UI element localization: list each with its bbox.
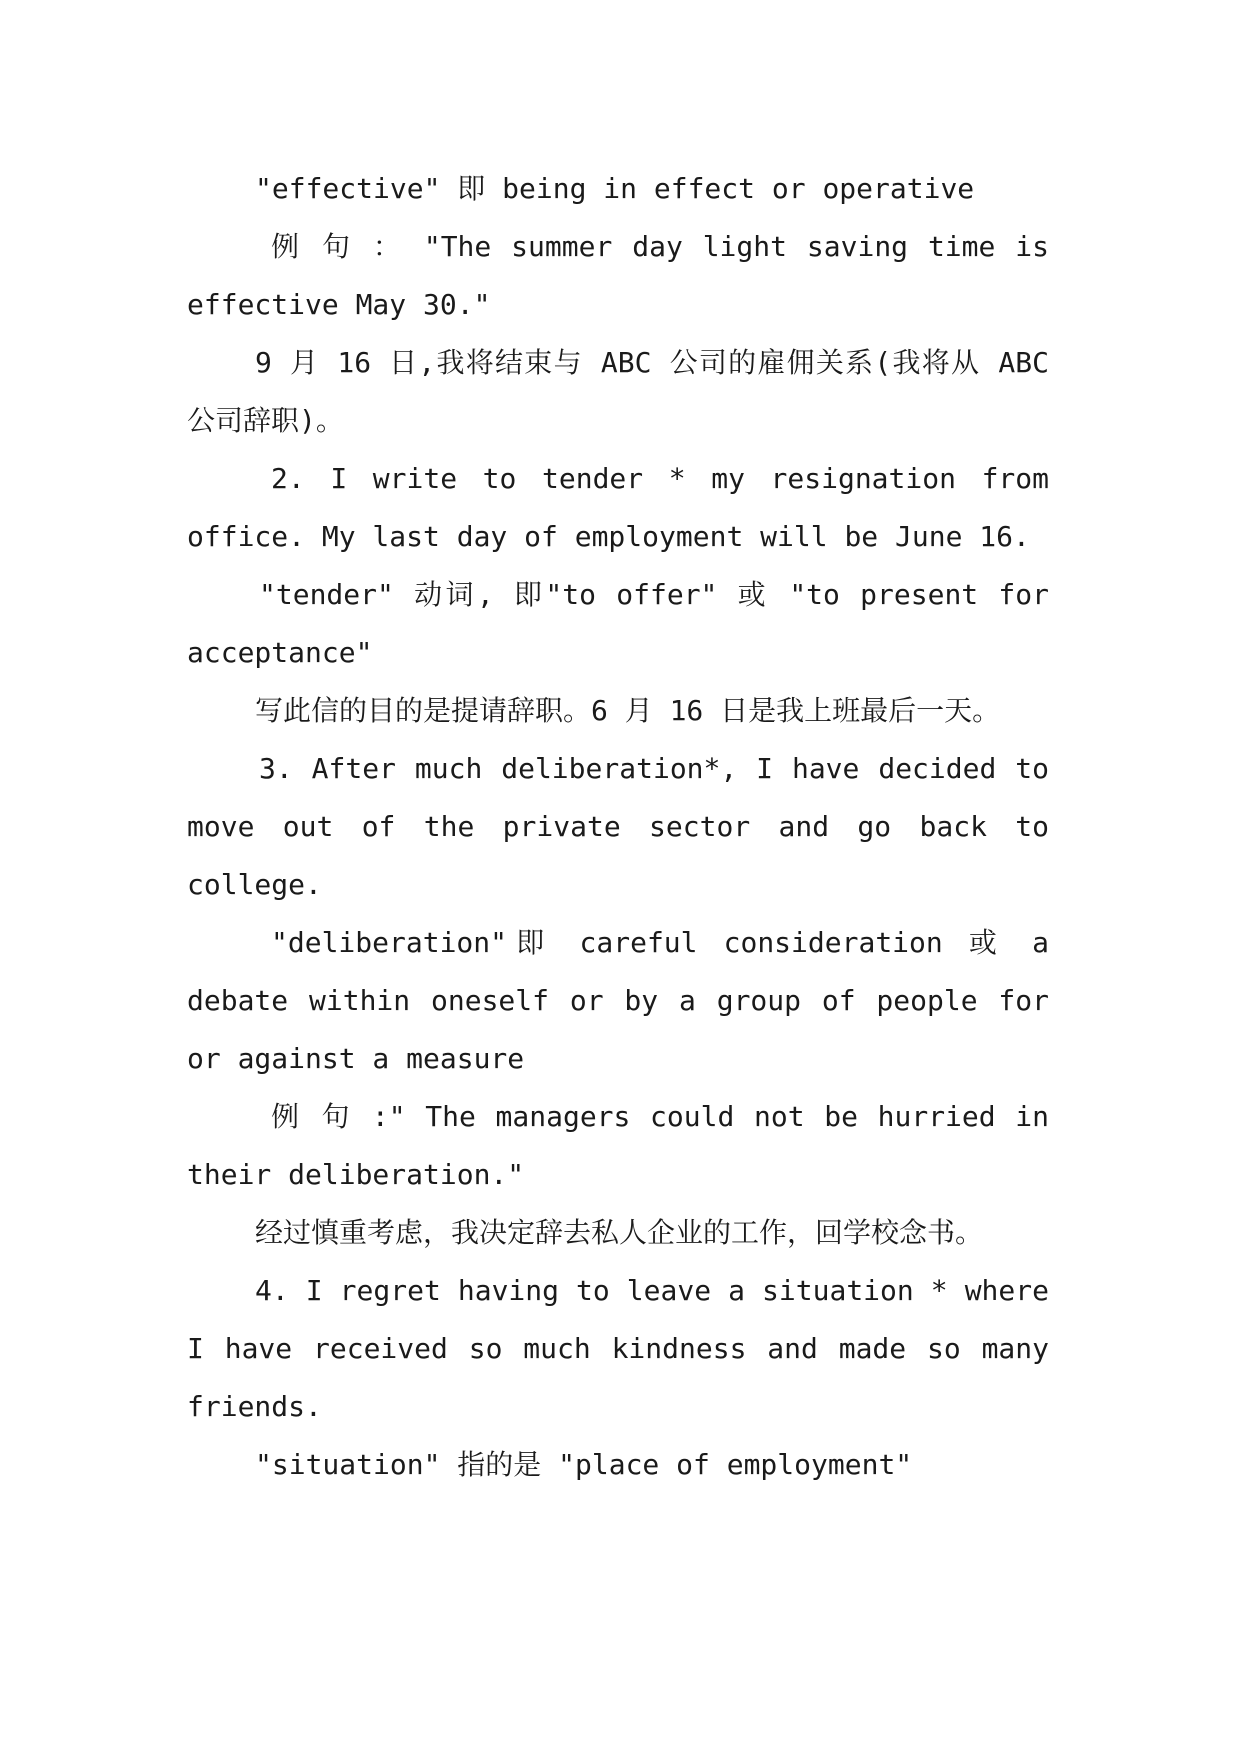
paragraph-sentence-2: 2. I write to tender * my resignation from office. My last day of employment will be June 16. <box>187 462 1049 553</box>
paragraph-chinese-translation-1: 9 月 16 日,我将结束与 ABC 公司的雇佣关系(我将从 ABC 公司辞职)。 <box>187 346 1049 437</box>
paragraph-sentence-4: 4. I regret having to leave a situation * where I have received so much kindness and made so many friends. <box>187 1274 1049 1423</box>
paragraph-chinese-translation-2: 写此信的目的是提请辞职。6 月 16 日是我上班最后一天。 <box>255 694 1001 727</box>
paragraph-chinese-translation-3: 经过慎重考虑，我决定辞去私人企业的工作，回学校念书。 <box>255 1216 984 1249</box>
document-body <box>187 160 1049 1494</box>
paragraph-deliberation-definition: "deliberation"即 careful consideration 或 a debate within oneself or by a group of people for or against a measure <box>187 926 1049 1075</box>
paragraph-effective-definition: "effective" 即 being in effect or operative <box>255 172 975 205</box>
paragraph-effective-example: 例 句 ： "The summer day light saving time is effective May 30." <box>187 230 1049 321</box>
paragraph-deliberation-example: 例 句 :" The managers could not be hurried in their deliberation." <box>187 1100 1049 1191</box>
paragraph-situation-definition: "situation" 指的是 "place of employment" <box>255 1448 913 1481</box>
paragraph-sentence-3: 3. After much deliberation*, I have decided to move out of the private sector and go back to college. <box>187 752 1049 901</box>
paragraph-tender-definition: "tender" 动词, 即"to offer" 或 "to present for acceptance" <box>187 578 1049 669</box>
